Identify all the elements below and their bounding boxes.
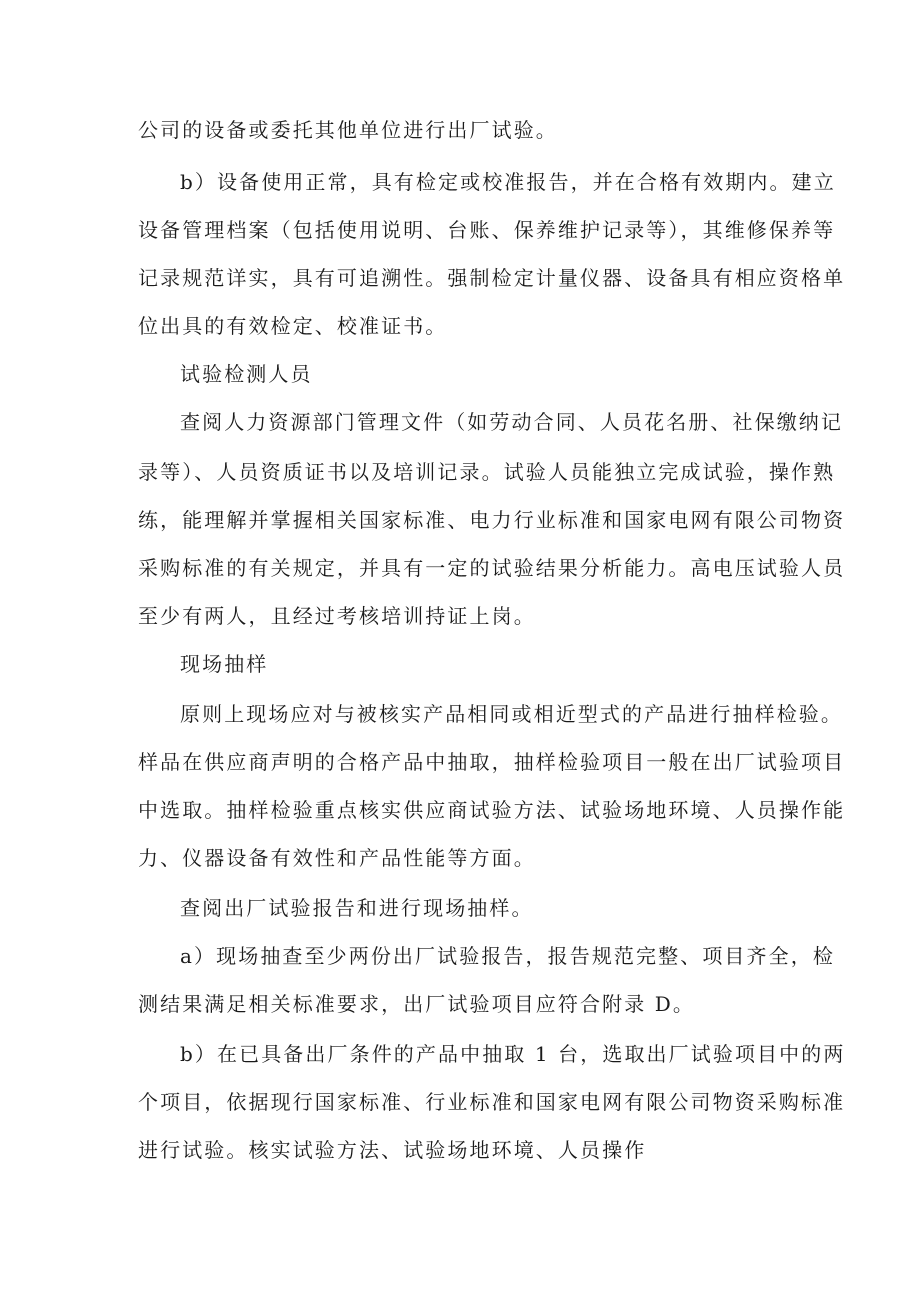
paragraph-line: 原则上现场应对与被核实产品相同或相近型式的产品进行抽样检验。 xyxy=(180,702,843,726)
paragraph-line: 样品在供应商声明的合格产品中抽取，抽样检验项目一般在出厂试验项目 xyxy=(138,750,846,774)
paragraph-line: b）设备使用正常，具有检定或校准报告，并在合格有效期内。建立 xyxy=(180,170,836,194)
paragraph-line: 练，能理解并掌握相关国家标准、电力行业标准和国家电网有限公司物资 xyxy=(138,508,846,532)
paragraph-line: 个项目，依据现行国家标准、行业标准和国家电网有限公司物资采购标准 xyxy=(138,1090,846,1114)
paragraph-line: a）现场抽查至少两份出厂试验报告，报告规范完整、项目齐全，检 xyxy=(180,944,835,968)
paragraph-line: 至少有两人，且经过考核培训持证上岗。 xyxy=(138,604,536,628)
paragraph-line: 力、仪器设备有效性和产品性能等方面。 xyxy=(138,846,536,870)
paragraph-line: 查阅人力资源部门管理文件（如劳动合同、人员花名册、社保缴纳记 xyxy=(180,410,843,434)
paragraph-line: 设备管理档案（包括使用说明、台账、保养维护记录等），其维修保养等 xyxy=(138,218,836,242)
paragraph-line: 查阅出厂试验报告和进行现场抽样。 xyxy=(180,896,534,920)
paragraph-line: 采购标准的有关规定，并具有一定的试验结果分析能力。高电压试验人员 xyxy=(138,556,846,580)
paragraph-line: 进行试验。核实试验方法、试验场地环境、人员操作 xyxy=(138,1138,647,1162)
paragraph-line: 公司的设备或委托其他单位进行出厂试验。 xyxy=(138,118,558,142)
paragraph-line: 中选取。抽样检验重点核实供应商试验方法、试验场地环境、人员操作能 xyxy=(138,798,846,822)
section-heading: 现场抽样 xyxy=(180,652,269,676)
section-heading: 试验检测人员 xyxy=(180,362,313,386)
paragraph-line: 记录规范详实，具有可追溯性。强制检定计量仪器、设备具有相应资格单 xyxy=(138,266,846,290)
paragraph-line: b）在已具备出厂条件的产品中抽取 1 台，选取出厂试验项目中的两 xyxy=(180,1042,846,1066)
paragraph-line: 测结果满足相关标准要求，出厂试验项目应符合附录 D。 xyxy=(138,992,695,1016)
paragraph-line: 位出具的有效检定、校准证书。 xyxy=(138,314,448,338)
paragraph-line: 录等）、人员资质证书以及培训记录。试验人员能独立完成试验，操作熟 xyxy=(138,460,836,484)
